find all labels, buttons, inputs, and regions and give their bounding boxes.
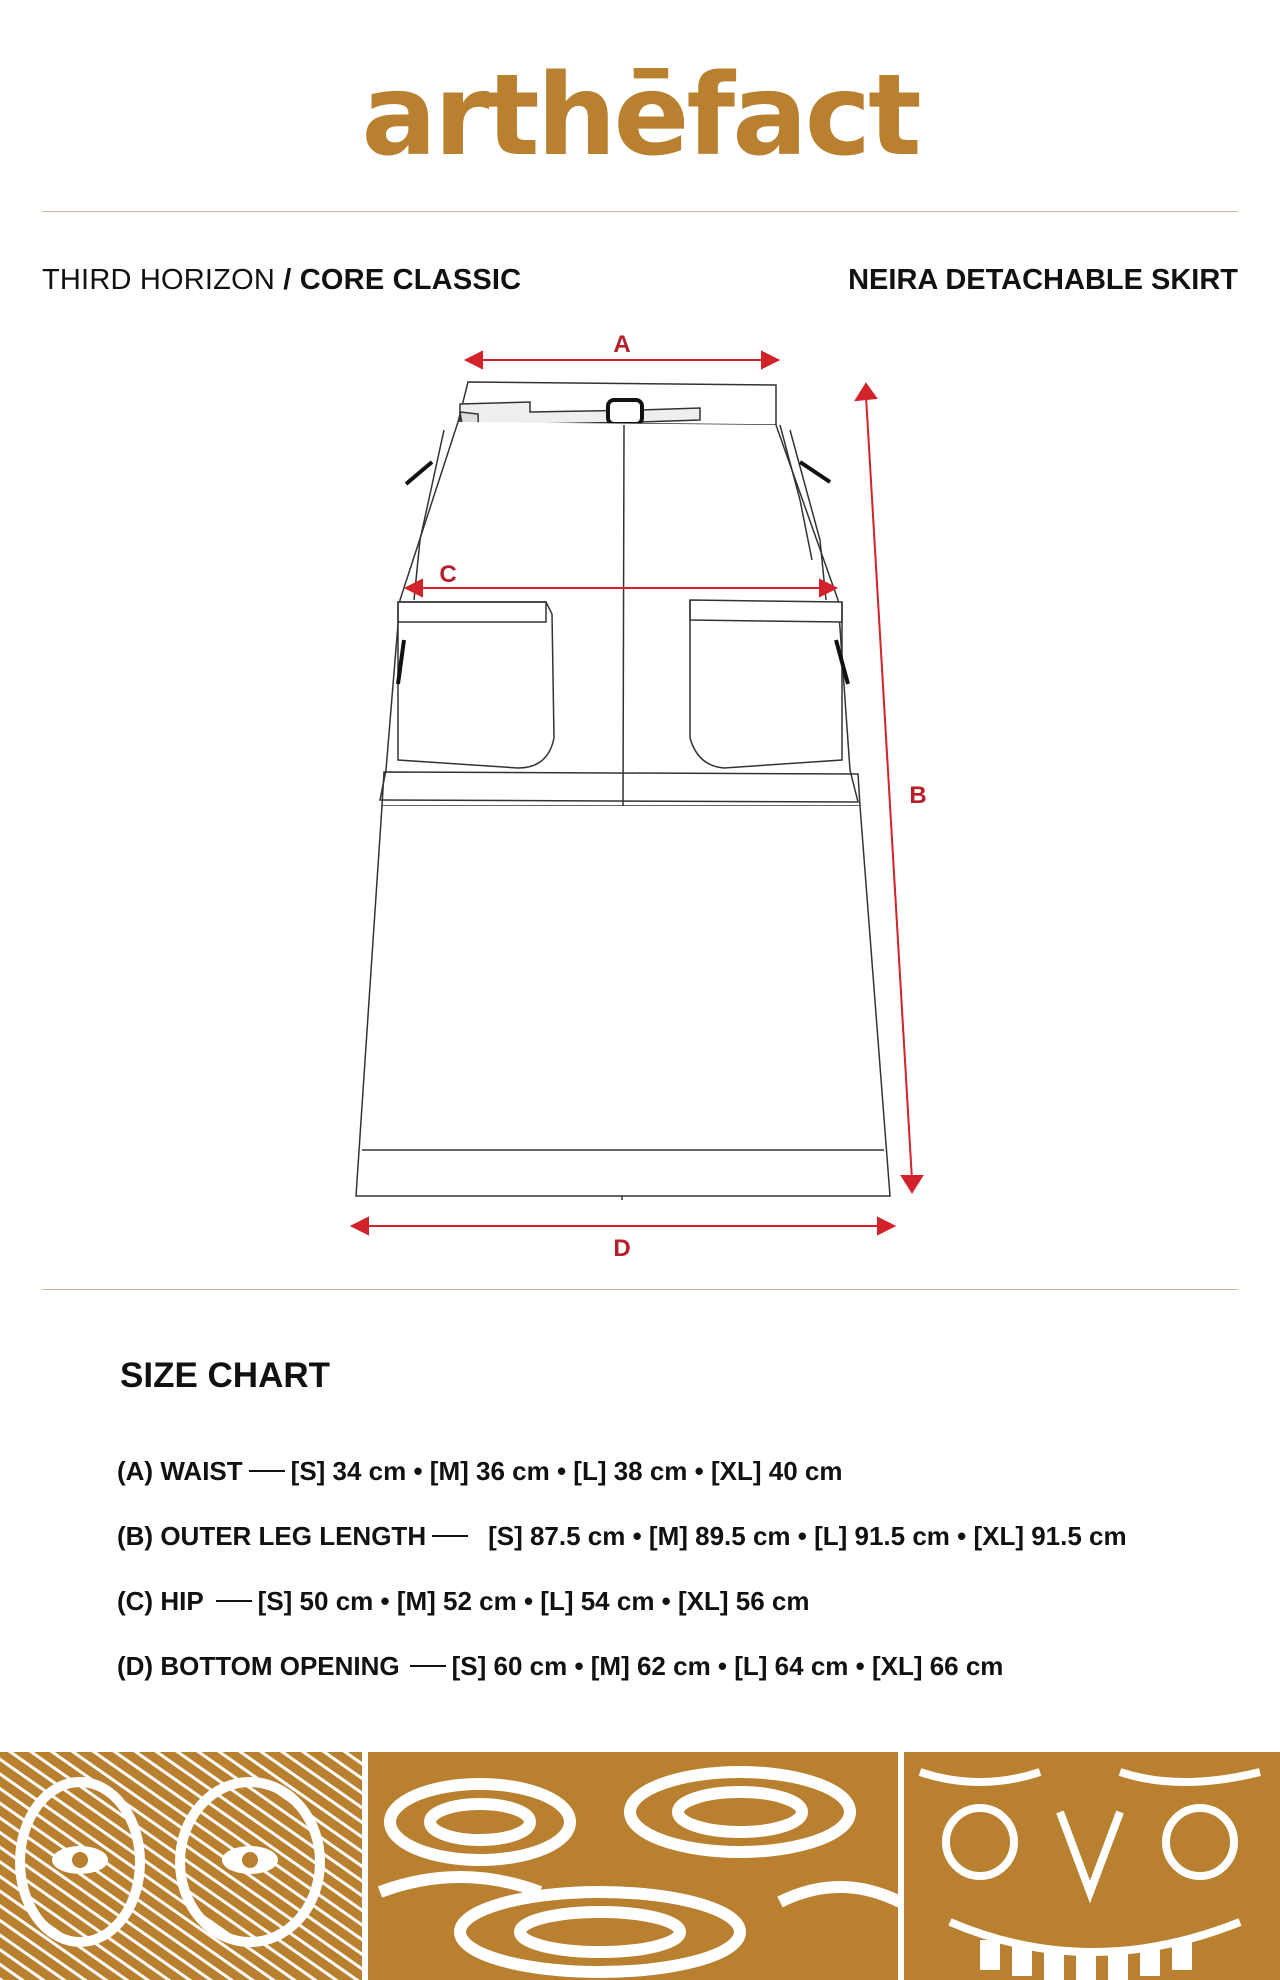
dash-divider	[432, 1535, 468, 1537]
bottom-divider	[42, 1289, 1238, 1290]
breadcrumb-separator: /	[283, 264, 292, 296]
dimension-a-label: A	[613, 331, 631, 358]
skirt-technical-drawing	[0, 300, 1280, 1280]
size-row-label: (D) BOTTOM OPENING	[117, 1651, 400, 1681]
size-row-values: [S] 87.5 cm • [M] 89.5 cm • [L] 91.5 cm • [XL] 91.5 cm	[488, 1521, 1127, 1551]
collection-name: THIRD HORIZON	[42, 264, 275, 296]
skirt-outline	[356, 382, 890, 1200]
size-row-bottom-opening	[117, 1651, 1003, 1682]
size-row-waist	[117, 1456, 842, 1487]
size-row-label: (A) WAIST	[117, 1456, 243, 1486]
size-row-outer-leg-length	[117, 1521, 1127, 1552]
dash-divider	[216, 1600, 252, 1602]
dash-divider	[249, 1470, 285, 1472]
swirl-pattern	[368, 1752, 900, 1980]
tribal-mask-pattern	[904, 1752, 1280, 1980]
size-chart-title: SIZE CHART	[120, 1356, 330, 1395]
size-row-values: [S] 60 cm • [M] 62 cm • [L] 64 cm • [XL] 66 cm	[451, 1651, 1004, 1681]
dimension-d-label: D	[613, 1235, 631, 1262]
tribal-faces-pattern	[0, 1752, 362, 1980]
top-divider	[42, 211, 1238, 212]
collection-breadcrumb	[42, 264, 521, 297]
product-line: CORE CLASSIC	[299, 264, 522, 296]
dash-divider	[410, 1665, 446, 1667]
size-row-label: (C) HIP	[117, 1586, 204, 1616]
brand-logo: arthēfact	[361, 51, 919, 181]
size-row-values: [S] 50 cm • [M] 52 cm • [L] 54 cm • [XL] 56 cm	[257, 1586, 810, 1616]
size-row-hip	[117, 1586, 809, 1617]
dimension-b-label: B	[909, 782, 927, 809]
product-name: NEIRA DETACHABLE SKIRT	[848, 264, 1238, 296]
dimension-c-label: C	[439, 561, 457, 588]
dimension-d-arrow	[352, 1218, 894, 1234]
size-row-label: (B) OUTER LEG LENGTH	[117, 1521, 427, 1551]
decorative-pattern-band	[0, 1752, 1280, 1980]
size-row-values: [S] 34 cm • [M] 36 cm • [L] 38 cm • [XL] 40 cm	[290, 1456, 843, 1486]
